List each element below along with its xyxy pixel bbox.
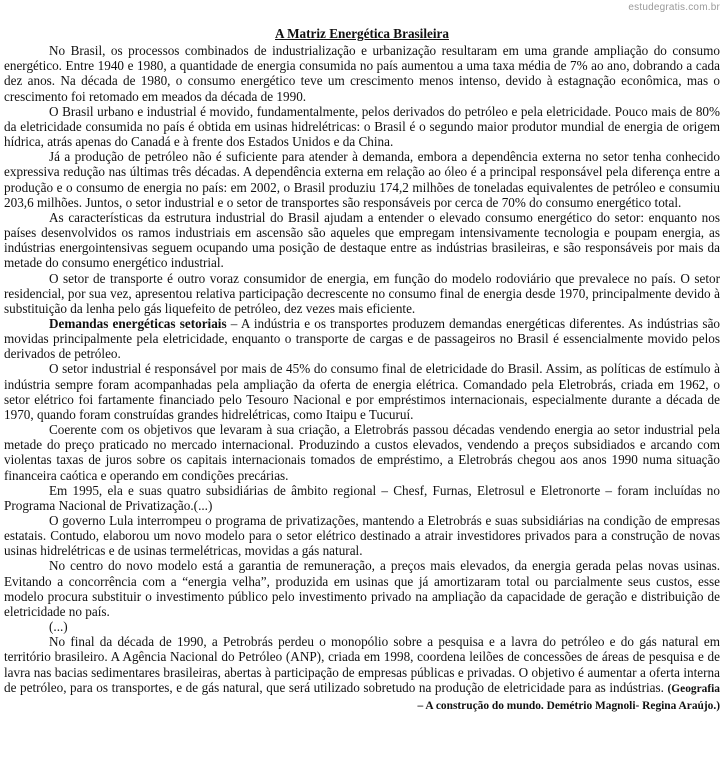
paragraph-eletrobras: Coerente com os objetivos que levaram à sua criação, a Eletrobrás passou décadas vendendo energia ao setor industrial pela metade do preço praticado no mercado internacional. Produzindo a custos elevados, vendendo a preços subsidiados e arcando com violentas taxas de juros sobre os capitais internacionais tomados de empréstimo, a Eletrobrás chegou aos anos 1990 numa situação financeira caótica e operando em condições precárias.: [4, 422, 720, 483]
document-body: [4, 26, 720, 714]
section-paragraph-text: – A indústria e os transportes produzem demandas energéticas diferentes. As indústrias são movidas principalmente pela eletricidade, enquanto o transporte de cargas e de passageiros no Brasil é essencialmente movido pelos derivados de petróleo.: [4, 315, 721, 362]
paragraph-transporte: O setor de transporte é outro voraz consumidor de energia, em função do modelo rodoviário que prevalece no país. O setor residencial, por sua vez, apresentou relativa participação decrescente no consumo final de energia desde 1970, principalmente devido à substituição da lenha pelo gás liquefeito de petróleo, dez vezes mais eficiente.: [4, 270, 720, 316]
paragraph-eletricidade: O Brasil urbano e industrial é movido, fundamentalmente, pelos derivados do petróleo e pela eletricidade. Pouco mais de 80% da eletricidade consumida no país é obtida em usinas hidrelétricas: o Brasil é o segundo maior produtor mundial de energia de origem hídrica, atrás apenas do Canadá e à frente dos Estados Unidos e da China.: [4, 103, 720, 150]
paragraph-privatizacao: Em 1995, ela e suas quatro subsidiárias de âmbito regional – Chesf, Furnas, Eletrosul e Eletronorte – foram incluídas no Programa Nacional de Privatização.(...): [4, 482, 720, 513]
section-heading: Demandas energéticas setoriais: [49, 315, 227, 331]
ellipsis: (...): [49, 619, 68, 635]
source-citation: (Geografia – A construção do mundo. Demétrio Magnoli- Regina Araújo.): [417, 682, 721, 712]
paragraph-demandas-setoriais: [4, 316, 720, 361]
document-title: A Matriz Energética Brasileira: [275, 26, 449, 41]
paragraph-petroleo: Já a produção de petróleo não é suficiente para atender à demanda, embora a dependência externa no setor tenha conhecido expressiva redução nas últimas três décadas. A dependência externa em relação ao óleo é a principal responsável pela diferença entre a produção e o consumo de energia no país: em 2002, o Brasil produziu 174,2 milhões de toneladas equivalentes de petróleo e consumiu 203,6 milhões. Juntos, o setor industrial e o setor de transportes são responsáveis por cerca de 70% do consumo energético total.: [4, 149, 720, 210]
paragraph-consumo: No Brasil, os processos combinados de industrialização e urbanização resultaram em uma grande ampliação do consumo energético. Entre 1940 e 1980, a quantidade de energia consumida no país aumentou a uma taxa média de 7% ao ano, dobrando a cada dez anos. Na década de 1980, o consumo energético teve um crescimento menos intenso, devido à estagnação econômica, mas o crescimento foi retomado em meados da década de 1990.: [4, 43, 720, 104]
paragraph-setor-industrial: O setor industrial é responsável por mais de 45% do consumo final de eletricidade do Brasil. Assim, as políticas de estímulo à indústria sempre foram acompanhadas pela ampliação da oferta de energia elétrica. Comandado pela Eletrobrás, criada em 1962, o setor elétrico foi fartamente financiado pelo Tesouro Nacional e por empréstimos internacionais, especialmente durante a década de 1970, quando foram construídas grandes hidrelétricas, como Itaipu e Tucuruí.: [4, 361, 720, 422]
paragraph-estrutura-industrial: As características da estrutura industrial do Brasil ajudam a entender o elevado consumo energético do setor: enquanto nos países desenvolvidos os ramos industriais em ascensão são aqueles que empregam intensivamente tecnologia e poupam energia, as indústrias energointensivas seguem ocupando uma posição de destaque entre as indústrias brasileiras, e são responsáveis por mais da metade do consumo energético industrial.: [4, 209, 720, 271]
site-watermark: estudegratis.com.br: [628, 2, 720, 13]
final-paragraph-text: No final da década de 1990, a Petrobrás perdeu o monopólio sobre a pesquisa e a lavra do petróleo e do gás natural em território brasileiro. A Agência Nacional do Petróleo (ANP), criada em 1998, coordena leilões de concessões de áreas de pesquisa e de lavra nas bacias sedimentares brasileiras, abertas à participação de empresas públicas e privadas. O objetivo é aumentar a oferta interna de petróleo, para os transportes, e de gás natural, que será utilizado sobretudo na produção de eletricidade para as indústrias.: [4, 634, 720, 695]
paragraph-governo-lula: O governo Lula interrompeu o programa de privatizações, mantendo a Eletrobrás e suas subsidiárias na condição de empresas estatais. Contudo, elaborou um novo modelo para o setor elétrico destinado a atrair investidores privados para a construção de novas usinas hidrelétricas e de usinas termelétricas, movidas a gás natural.: [4, 513, 720, 559]
paragraph-novo-modelo: No centro do novo modelo está a garantia de remuneração, a preços mais elevados, da energia gerada pelas novas usinas. Evitando a concorrência com a “energia velha”, produzida em usinas que já amortizaram total ou parcialmente seus custos, esse modelo procura substituir o investimento público pelo investimento privado na ampliação da capacidade de geração e distribuição de eletricidade no país.: [4, 558, 720, 619]
paragraph-petrobras: [4, 634, 720, 714]
